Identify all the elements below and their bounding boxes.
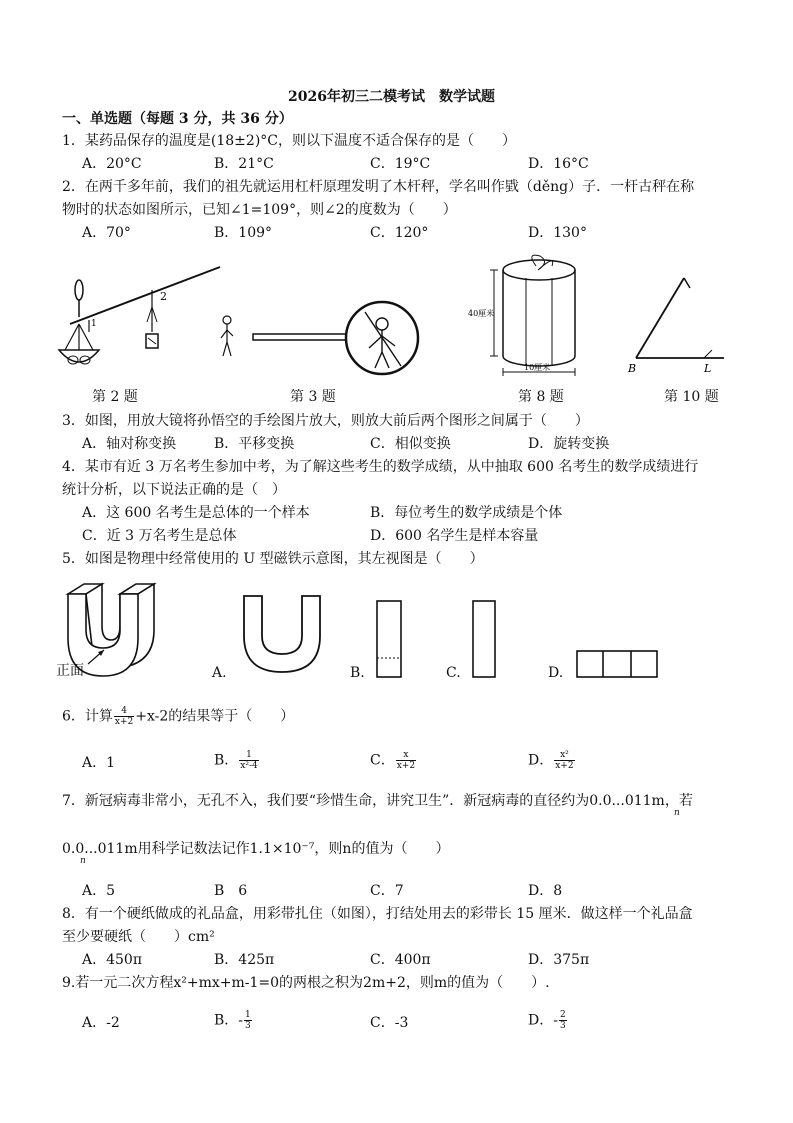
q5-front-label: 正面 xyxy=(56,663,84,679)
q9-option-d xyxy=(528,1010,568,1031)
q8-option-c: C．400π xyxy=(370,952,431,968)
figure-2-caption: 第 2 题 xyxy=(92,389,138,405)
q9-stem: 9.若一元二次方程x²+mx+m-1=0的两根之积为2m+2，则m的值为（ ）. xyxy=(62,975,550,991)
q4-option-b: B．每位考生的数学成绩是个体 xyxy=(370,505,563,521)
q8-stem-line2: 至少要硬纸（ ）cm² xyxy=(62,929,215,945)
figure-8-gift-box xyxy=(466,248,596,378)
q6-stem-pre: 6．计算 xyxy=(62,708,113,725)
q9-option-d-fraction xyxy=(559,1010,567,1031)
figure-2-label-1: 1 xyxy=(91,319,97,329)
q7-brace-n-1: n xyxy=(674,808,680,818)
q9-option-b-letter: B．- xyxy=(214,1012,244,1029)
q4-option-d: D．600 名学生是样本容量 xyxy=(370,528,539,544)
q6-fraction-den: x+2 xyxy=(114,717,134,727)
q6-option-b-letter: B． xyxy=(214,752,239,769)
figure-3-caption: 第 3 题 xyxy=(290,389,336,405)
q6-option-c-fraction xyxy=(396,750,416,771)
q6-option-b-fraction xyxy=(239,750,258,771)
q8-option-a: A．450π xyxy=(82,952,143,968)
q2-option-b: B．109° xyxy=(214,225,273,241)
q6-option-d xyxy=(528,750,576,771)
q6-option-c-num: x xyxy=(396,750,416,761)
q6-option-d-letter: D． xyxy=(528,752,554,769)
q9-option-d-num: 2 xyxy=(559,1010,566,1020)
q2-stem-line2: 物时的状态如图所示，已知∠1=109°，则∠2的度数为（ ） xyxy=(62,202,457,218)
q9-option-d-letter: D．- xyxy=(528,1012,558,1029)
q6-option-c-letter: C． xyxy=(370,752,395,769)
q7-stem-line2: 0.0...011m用科学记数法记作1.1×10⁻⁷，则n的值为（ ） xyxy=(62,841,450,857)
q9-option-c: C．-3 xyxy=(370,1015,409,1031)
q6-option-d-den: x+2 xyxy=(555,761,574,771)
q4-option-c: C．近 3 万名考生是总体 xyxy=(82,528,237,544)
q9-option-b xyxy=(214,1010,253,1031)
q2-option-d: D．130° xyxy=(528,225,587,241)
q8-option-b: B．425π xyxy=(214,952,275,968)
q6-option-d-num: x² xyxy=(554,750,574,761)
q3-option-c: C．相似变换 xyxy=(370,436,451,452)
q5-option-d-figure xyxy=(576,650,658,678)
q7-stem-line1: 7．新冠病毒非常小，无孔不入，我们要“珍惜生命，讲究卫生”．新冠病毒的直径约为0.0...011m，若 xyxy=(62,793,693,809)
q4-option-a: A．这 600 名考生是总体的一个样本 xyxy=(82,505,310,521)
q1-option-d: D．16°C xyxy=(528,156,589,172)
q5-option-a-label: A. xyxy=(212,665,227,681)
q4-stem-line1: 4．某市有近 3 万名考生参加中考，为了解这些考生的数学成绩，从中抽取 600 名考生的数学成绩进行 xyxy=(62,459,699,475)
q2-option-a: A．70° xyxy=(82,225,131,241)
q6-option-a: A．1 xyxy=(82,755,116,771)
q2-option-c: C．120° xyxy=(370,225,429,241)
q7-option-b: B 6 xyxy=(214,883,248,899)
q1-option-a: A．20°C xyxy=(82,156,142,172)
q6-option-c xyxy=(370,750,417,771)
q6-option-b-num: 1 xyxy=(239,750,258,761)
page-title: 2026年初三二模考试 数学试题 xyxy=(288,89,495,105)
section-heading: 一、单选题（每题 3 分，共 36 分） xyxy=(62,111,293,127)
figure-8-caption: 第 8 题 xyxy=(518,389,564,405)
q7-option-d: D．8 xyxy=(528,883,563,899)
q9-option-d-den: 3 xyxy=(559,1021,566,1031)
q6-stem xyxy=(62,706,294,727)
q6-fraction xyxy=(114,706,134,727)
figure-2-steelyard xyxy=(55,262,225,382)
q1-option-c: C．19°C xyxy=(370,156,431,172)
q5-option-b-label: B. xyxy=(350,665,365,681)
q6-stem-post: +x-2的结果等于（ ） xyxy=(135,708,295,725)
q3-option-d: D．旋转变换 xyxy=(528,436,610,452)
figure-10-label-b: B xyxy=(628,362,637,375)
q9-option-b-den: 3 xyxy=(245,1021,251,1031)
q8-option-d: D．375π xyxy=(528,952,590,968)
q7-option-c: C．7 xyxy=(370,883,404,899)
figure-10-angle xyxy=(624,266,734,378)
q1-option-b: B．21°C xyxy=(214,156,274,172)
figure-3-magnifier xyxy=(215,290,435,380)
figure-2-label-2: 2 xyxy=(160,290,167,303)
q5-option-d-label: D. xyxy=(548,665,564,681)
q2-stem-line1: 2．在两千多年前，我们的祖先就运用杠杆原理发明了木杆秤，学名叫作戥（děng）子．一杆古秤在称 xyxy=(62,179,695,195)
figure-10-label-l: L xyxy=(704,362,712,375)
q6-option-d-fraction xyxy=(554,750,574,771)
q6-option-c-den: x+2 xyxy=(396,761,416,771)
q5-option-c-figure xyxy=(472,600,496,680)
q3-option-b: B．平移变换 xyxy=(214,436,295,452)
figure-8-height-label: 40厘米 xyxy=(468,309,495,318)
q6-option-b-den: x²-4 xyxy=(240,761,258,771)
q5-option-c-label: C. xyxy=(446,665,461,681)
q5-u-magnet-figure xyxy=(60,576,160,676)
q5-option-a-figure xyxy=(242,594,322,674)
q4-stem-line2: 统计分析，以下说法正确的是（ ） xyxy=(62,482,286,498)
q7-option-a: A．5 xyxy=(82,883,116,899)
q6-option-b xyxy=(214,750,260,771)
q7-brace-n-2: n xyxy=(80,856,86,866)
figure-8-width-label: 10厘米 xyxy=(524,363,551,372)
q5-stem: 5．如图是物理中经常使用的 U 型磁铁示意图，其左视图是（ ） xyxy=(62,551,484,567)
q9-option-b-fraction xyxy=(244,1010,252,1031)
figure-10-caption: 第 10 题 xyxy=(664,389,719,405)
q9-option-a: A．-2 xyxy=(82,1015,120,1031)
q1-stem: 1．某药品保存的温度是(18±2)°C，则以下温度不适合保存的是（ ） xyxy=(62,133,516,149)
q3-stem: 3．如图，用放大镜将孙悟空的手绘图片放大，则放大前后两个图形之间属于（ ） xyxy=(62,413,589,429)
q6-fraction-num: 4 xyxy=(114,706,134,717)
q3-option-a: A．轴对称变换 xyxy=(82,436,177,452)
q9-option-b-num: 1 xyxy=(245,1010,251,1020)
q5-option-b-figure xyxy=(376,600,402,680)
q8-stem-line1: 8．有一个硬纸做成的礼品盒，用彩带扎住（如图），打结处用去的彩带长 15 厘米．做这样一个礼品盒 xyxy=(62,906,693,922)
